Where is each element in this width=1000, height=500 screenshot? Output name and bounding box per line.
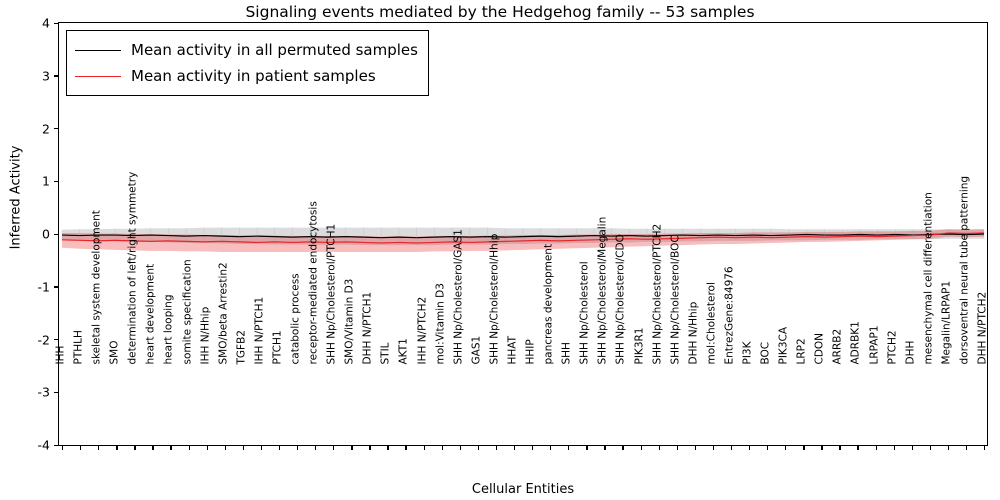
legend-item-permuted [75, 37, 418, 63]
chart-legend [66, 30, 429, 96]
x-tick-label: DHH N/Hhip [687, 301, 700, 364]
chart-title: Signaling events mediated by the Hedgehog family -- 53 samples [245, 3, 755, 21]
x-tick-mark [749, 445, 750, 450]
x-tick-label: heart looping [162, 294, 175, 364]
x-tick-label: dorsoventral neural tube patterning [958, 175, 971, 364]
x-tick-label: LRP2 [795, 337, 808, 364]
x-tick-mark [785, 445, 786, 450]
x-tick-mark [568, 445, 569, 450]
x-tick-label: SHH Np/Cholesterol [578, 260, 591, 364]
x-tick-mark [821, 445, 822, 450]
x-tick-mark [80, 445, 81, 450]
x-tick-label: SMO/Vitamin D3 [343, 278, 356, 364]
x-tick-mark [622, 445, 623, 450]
x-tick-label: ADRBK1 [849, 320, 862, 364]
y-tick-label: 4 [42, 15, 50, 31]
legend-swatch-permuted [75, 50, 121, 51]
y-tick-label: 3 [42, 68, 50, 84]
x-tick-mark [496, 445, 497, 450]
x-tick-label: CDON [813, 332, 826, 364]
x-tick-label: GAS1 [470, 335, 483, 364]
x-tick-mark [116, 445, 117, 450]
x-tick-mark [659, 445, 660, 450]
x-tick-label: SHH Np/Cholesterol/BOC [669, 234, 682, 364]
x-tick-label: somite specification [181, 258, 194, 364]
x-tick-label: SHH Np/Cholesterol/PTCH1 [325, 223, 338, 364]
x-tick-label: TGFB2 [235, 329, 248, 364]
x-tick-mark [695, 445, 696, 450]
x-tick-mark [641, 445, 642, 450]
x-tick-mark [478, 445, 479, 450]
x-tick-label: HHIP [524, 338, 537, 364]
legend-item-patient [75, 63, 418, 89]
x-tick-label: BOC [759, 341, 772, 364]
x-tick-label: PIK3R1 [633, 327, 645, 364]
y-tick-label: -2 [37, 332, 50, 347]
x-tick-mark [279, 445, 280, 450]
x-tick-mark [767, 445, 768, 450]
x-tick-mark [261, 445, 262, 450]
x-tick-label: SHH Np/Cholesterol/Hhip [488, 233, 501, 364]
x-tick-mark [966, 445, 967, 450]
x-tick-mark [387, 445, 388, 450]
x-tick-label: PTCH2 [886, 329, 899, 364]
x-tick-mark [839, 445, 840, 450]
x-tick-label: DHH N/PTCH2 [976, 291, 989, 364]
y-tick-label: -1 [37, 279, 50, 295]
y-tick-label: 2 [42, 121, 50, 136]
x-tick-label: DHH [904, 340, 917, 364]
x-tick-mark [424, 445, 425, 450]
x-tick-label: PIK3CA [777, 326, 790, 364]
x-tick-label: IHH N/Hhip [199, 306, 212, 364]
y-tick-label: 1 [42, 173, 50, 189]
x-tick-label: SMO [108, 340, 121, 364]
x-tick-label: AKT1 [397, 337, 410, 364]
x-tick-mark [243, 445, 244, 450]
x-tick-label: determination of left/right symmetry [126, 171, 139, 364]
x-tick-label: catabolic process [289, 272, 302, 364]
x-tick-mark [134, 445, 135, 450]
x-tick-mark [857, 445, 858, 450]
x-tick-mark [731, 445, 732, 450]
x-tick-label: Megalin/LRPAP1 [940, 280, 953, 364]
y-tick-label: -4 [37, 437, 50, 453]
x-tick-mark [351, 445, 352, 450]
x-tick-label: SHH Np/Cholesterol/PTCH2 [651, 223, 664, 364]
x-tick-mark [207, 445, 208, 450]
x-tick-label: HHAT [506, 335, 519, 364]
x-tick-label: receptor-mediated endocytosis [307, 200, 320, 364]
y-tick-label: 0 [42, 226, 50, 242]
x-tick-mark [225, 445, 226, 450]
x-tick-mark [405, 445, 406, 450]
x-tick-mark [948, 445, 949, 450]
x-tick-label: SHH Np/Cholesterol/CDO [614, 233, 627, 364]
x-tick-mark [586, 445, 587, 450]
x-tick-mark [170, 445, 171, 450]
x-tick-label: IHH [54, 345, 67, 364]
x-tick-mark [984, 445, 985, 450]
x-tick-mark [930, 445, 931, 450]
x-tick-mark [876, 445, 877, 450]
x-tick-label: EntrezGene:84976 [723, 265, 736, 364]
x-tick-label: ARRB2 [831, 328, 844, 364]
legend-label-permuted: Mean activity in all permuted samples [131, 41, 418, 59]
x-tick-mark [98, 445, 99, 450]
x-tick-label: mesenchymal cell differentiation [922, 191, 935, 364]
x-tick-mark [152, 445, 153, 450]
x-tick-mark [460, 445, 461, 450]
x-tick-mark [442, 445, 443, 450]
legend-swatch-patient [75, 76, 121, 77]
x-tick-label: IHH N/PTCH1 [253, 296, 266, 364]
x-tick-mark [894, 445, 895, 450]
x-tick-mark [713, 445, 714, 450]
x-tick-mark [62, 445, 63, 450]
x-tick-label: mol:Vitamin D3 [434, 282, 447, 364]
x-tick-label: SHH Np/Cholesterol/Megalin [596, 216, 609, 364]
x-tick-label: DHH N/PTCH1 [361, 291, 374, 364]
x-tick-mark [604, 445, 605, 450]
x-tick-mark [803, 445, 804, 450]
x-tick-label: PI3K [741, 341, 754, 364]
x-tick-mark [369, 445, 370, 450]
x-tick-label: SHH Np/Cholesterol/GAS1 [452, 228, 465, 364]
x-tick-mark [912, 445, 913, 450]
x-tick-mark [297, 445, 298, 450]
y-axis-label: Inferred Activity [8, 145, 24, 250]
legend-label-patient: Mean activity in patient samples [131, 67, 376, 85]
x-tick-mark [333, 445, 334, 450]
x-tick-label: SMO/beta Arrestin2 [217, 261, 230, 364]
x-tick-mark [532, 445, 533, 450]
x-tick-label: skeletal system development [90, 209, 103, 364]
x-tick-label: STIL [379, 341, 392, 364]
x-tick-label: pancreas development [542, 243, 555, 364]
x-tick-label: mol:Cholesterol [705, 281, 718, 364]
x-tick-mark [189, 445, 190, 450]
x-tick-label: PTHLH [72, 329, 85, 364]
x-tick-label: IHH N/PTCH2 [416, 296, 429, 364]
x-tick-mark [514, 445, 515, 450]
x-tick-mark [677, 445, 678, 450]
x-axis-label: Cellular Entities [471, 482, 575, 497]
x-tick-label: PTCH1 [271, 329, 284, 364]
x-tick-label: LRPAP1 [868, 324, 881, 364]
x-tick-label: heart development [144, 263, 157, 364]
x-tick-mark [315, 445, 316, 450]
x-tick-mark [550, 445, 551, 450]
y-tick-label: -3 [37, 384, 50, 400]
x-tick-label: SHH [560, 341, 573, 364]
